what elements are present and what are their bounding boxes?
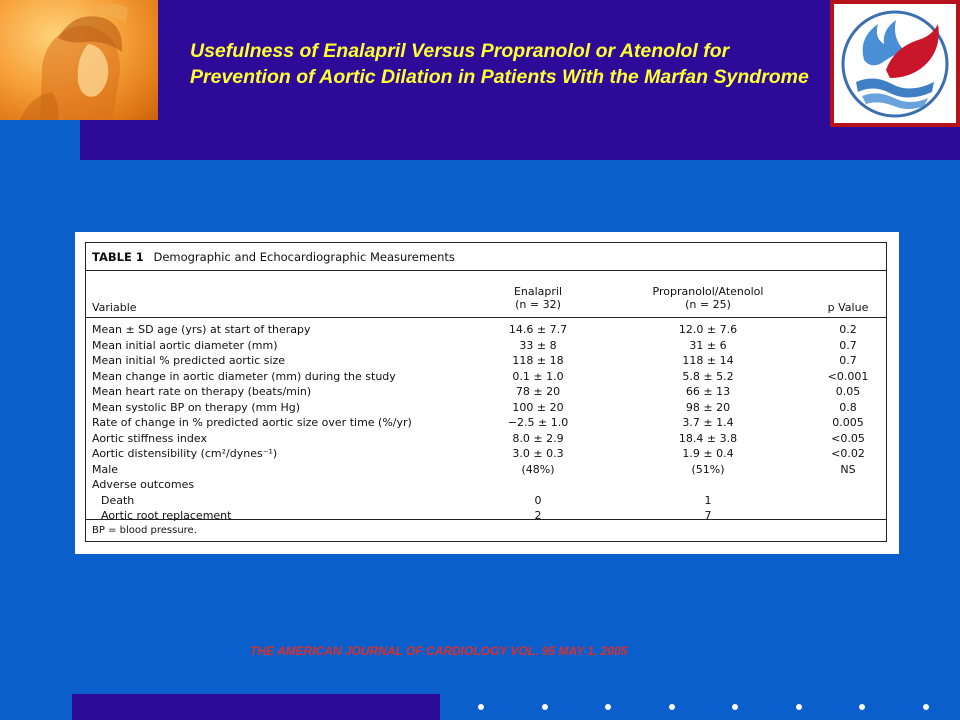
row-variable: Mean ± SD age (yrs) at start of therapy [92, 323, 311, 336]
header-propranolol [638, 285, 778, 311]
row-propranolol-value: 7 [704, 509, 712, 522]
row-propranolol-value: (51%) [691, 462, 725, 476]
row-propranolol-value: 18.4 ± 3.8 [678, 431, 738, 445]
row-enalapril-value: 33 ± 8 [519, 338, 557, 352]
row-p-value: 0.05 [835, 385, 861, 398]
row-variable: Mean systolic BP on therapy (mm Hg) [92, 400, 301, 414]
decorative-dot [923, 704, 929, 710]
row-enalapril-value: 78 ± 20 [515, 385, 561, 398]
row-propranolol-value: 1 [704, 493, 712, 507]
row-enalapril-value: 3.0 ± 0.3 [512, 447, 564, 460]
divider [86, 519, 886, 520]
table-caption [92, 250, 455, 264]
header-enalapril-name: Enalapril [513, 285, 563, 298]
row-enalapril-value: 2 [534, 509, 542, 522]
divider [86, 317, 886, 318]
header-propranolol-name: Propranolol/Atenolol [652, 285, 764, 298]
row-propranolol-value: 118 ± 14 [682, 354, 734, 367]
row-propranolol-value: 1.9 ± 0.4 [682, 447, 734, 460]
table-label: TABLE 1 [92, 250, 144, 264]
header-variable: Variable [92, 301, 137, 314]
row-propranolol-value: 66 ± 13 [685, 385, 731, 398]
slide-title: Usefulness of Enalapril Versus Propranolol or Atenolol for Prevention of Aortic Dilation in Patients With the Marfan Syndrome [190, 40, 809, 88]
row-variable: Rate of change in % predicted aortic size over time (%/yr) [92, 416, 412, 429]
row-enalapril-value: 14.6 ± 7.7 [508, 323, 568, 336]
bottom-band [72, 694, 440, 720]
row-propranolol-value: 98 ± 20 [685, 400, 731, 414]
row-propranolol-value: 3.7 ± 1.4 [682, 416, 734, 429]
row-p-value: 0.005 [832, 416, 864, 429]
row-p-value: <0.05 [831, 431, 865, 445]
athena-statue-image [0, 0, 158, 120]
row-p-value: <0.02 [831, 447, 865, 460]
row-variable: Aortic root replacement [101, 509, 232, 522]
row-enalapril-value: 0.1 ± 1.0 [512, 369, 564, 383]
flame-wave-icon [834, 4, 956, 123]
row-p-value: <0.001 [827, 369, 869, 383]
row-variable: Mean initial % predicted aortic size [92, 354, 286, 367]
row-variable: Mean heart rate on therapy (beats/min) [92, 385, 312, 398]
table-caption-text: Demographic and Echocardiographic Measurements [153, 250, 455, 264]
row-enalapril-value: 100 ± 20 [512, 400, 564, 414]
row-propranolol-value: 31 ± 6 [689, 338, 727, 352]
header-enalapril-n: (n = 32) [515, 298, 561, 311]
row-enalapril-value: (48%) [521, 462, 555, 476]
row-propranolol-value: 12.0 ± 7.6 [678, 323, 738, 336]
row-variable: Mean change in aortic diameter (mm) during the study [92, 369, 396, 383]
decorative-dot [478, 704, 484, 710]
header-p-value: p Value [827, 301, 869, 314]
row-enalapril-value: −2.5 ± 1.0 [507, 416, 569, 429]
row-p-value: 0.8 [839, 400, 857, 414]
decorative-dot [669, 704, 675, 710]
row-p-value: 0.7 [839, 354, 857, 367]
row-enalapril-value: 0 [534, 493, 542, 507]
decorative-dot [796, 704, 802, 710]
row-variable: Aortic distensibility (cm²/dynes⁻¹) [92, 447, 278, 460]
row-variable: Death [101, 493, 135, 507]
row-variable: Adverse outcomes [92, 478, 195, 491]
row-variable: Mean initial aortic diameter (mm) [92, 338, 278, 352]
decorative-dots [478, 704, 938, 714]
table-image [75, 232, 899, 554]
row-p-value: 0.2 [839, 323, 857, 336]
row-propranolol-value: 5.8 ± 5.2 [682, 369, 734, 383]
row-variable: Male [92, 462, 119, 476]
table-footnote: BP = blood pressure. [92, 525, 197, 536]
athena-statue-icon [0, 0, 158, 120]
journal-citation: THE AMERICAN JOURNAL OF CARDIOLOGY VOL. 95 MAY 1, 2005 [250, 644, 628, 658]
header-enalapril [468, 285, 608, 311]
flame-wave-logo [830, 0, 960, 127]
data-table [85, 242, 887, 542]
header-propranolol-n: (n = 25) [685, 298, 731, 311]
row-enalapril-value: 118 ± 18 [512, 354, 564, 367]
decorative-dot [859, 704, 865, 710]
row-variable: Aortic stiffness index [92, 431, 207, 445]
decorative-dot [542, 704, 548, 710]
decorative-dot [605, 704, 611, 710]
row-p-value: NS [840, 462, 856, 476]
row-enalapril-value: 8.0 ± 2.9 [512, 431, 564, 445]
divider [86, 270, 886, 271]
decorative-dot [732, 704, 738, 710]
row-p-value: 0.7 [839, 338, 857, 352]
